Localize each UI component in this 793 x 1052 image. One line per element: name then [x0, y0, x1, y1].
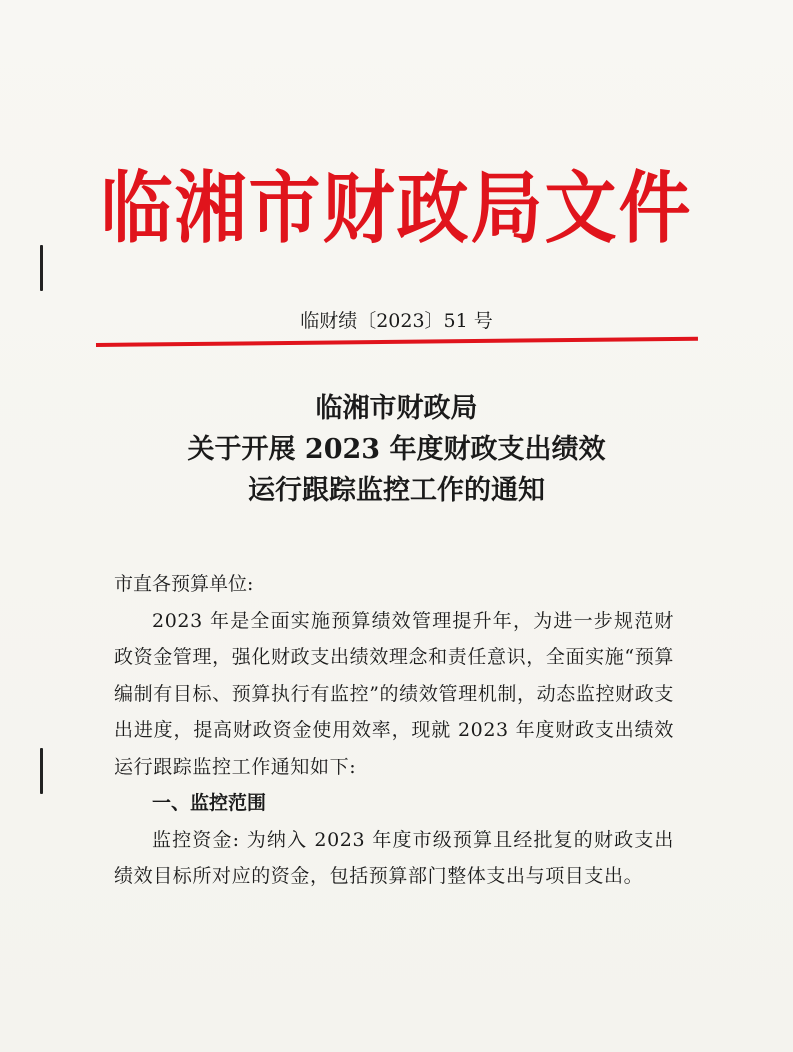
- paragraph-intro: 2023 年是全面实施预算绩效管理提升年，为进一步规范财政资金管理，强化财政支出绩效理念和责任意识，全面实施“预算编制有目标、预算执行有监控”的绩效管理机制，动态监控财政支出进度，提高财政资金使用效率，现就 2023 年度财政支出绩效运行跟踪监控工作通知如下:: [114, 609, 674, 778]
- title-line-3: 运行跟踪监控工作的通知: [248, 475, 545, 506]
- salutation: 市直各预算单位:: [114, 573, 254, 595]
- title-line-1: 临湘市财政局: [315, 393, 478, 424]
- document-number: 临财绩〔2023〕51 号: [300, 310, 493, 332]
- section-heading-scope: 一、监控范围: [152, 792, 267, 814]
- notice-title: [0, 388, 793, 511]
- binding-mark-top: [40, 245, 43, 291]
- binding-mark-bottom: [40, 748, 43, 794]
- masthead-title: 临湘市财政局文件: [100, 162, 693, 254]
- paragraph-scope: 监控资金: 为纳入 2023 年度市级预算且经批复的财政支出绩效目标所对应的资金，包括预算部门整体支出与项目支出。: [114, 828, 674, 887]
- red-divider-line: [96, 337, 698, 347]
- notice-body: [114, 566, 674, 895]
- title-line-2: 关于开展 2023 年度财政支出绩效: [187, 434, 606, 465]
